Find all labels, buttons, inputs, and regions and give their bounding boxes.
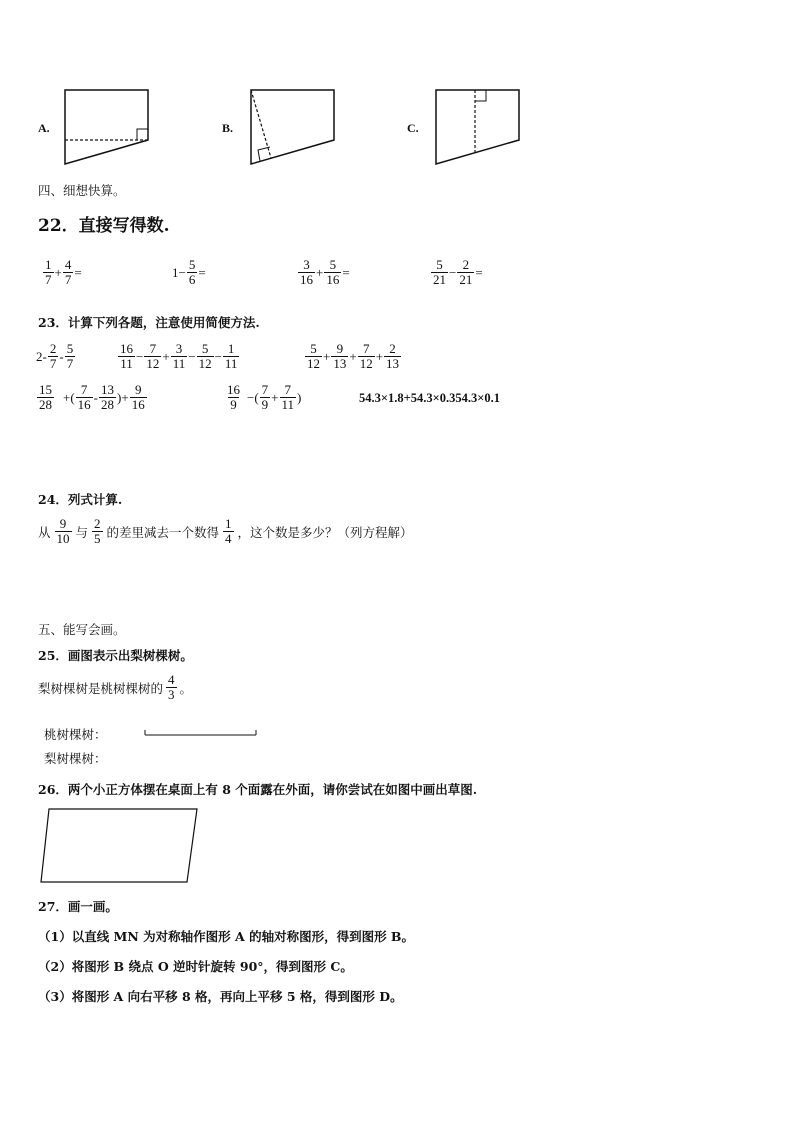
q25-title: 25．画图表示出梨树棵树。: [38, 648, 193, 663]
figure-b-label: B.: [222, 121, 234, 135]
section4-title: 四、细想快算。: [38, 183, 126, 198]
figure-b-trapezoid: [246, 88, 341, 168]
q22-expr-3: $\frac{3}{16}$ + $\frac{5}{16}$ =: [300, 257, 350, 287]
q22-expr-4: $\frac{5}{21}$ − $\frac{2}{21}$ =: [433, 257, 483, 287]
q27-title: 27．画一画。: [38, 899, 118, 914]
q23-expr-5: $\frac{16}{9}$ −( $\frac{7}{9}$ + $\frac{7}{11}$ ): [227, 382, 302, 412]
q22-expr-1: $\frac{1}{7}$ + $\frac{4}{7}$ =: [45, 257, 82, 287]
q23-title: 23．计算下列各题，注意使用简便方法.: [38, 315, 260, 330]
q23-expr-1: 2- $\frac{2}{7}$ - $\frac{5}{7}$: [36, 341, 74, 371]
q25-peach-label: 桃树棵树：: [44, 727, 107, 742]
q23-expr-2: $\frac{16}{11}$ − $\frac{7}{12}$ + $\frac{3}{11}$ − $\frac{5}{12}$ − $\frac{1}{11}$: [120, 341, 238, 371]
q23-expr-4: $\frac{15}{28}$ +( $\frac{7}{16}$ - $\frac{13}{28}$ )+ $\frac{9}{16}$: [39, 382, 145, 412]
q23-expr-6: 54.3×1.8+54.3×0.354.3×0.1: [359, 391, 500, 405]
figure-a-label: A.: [38, 121, 50, 135]
q27-item-1: （1）以直线 MN 为对称轴作图形 A 的轴对称图形，得到图形 B。: [38, 929, 414, 944]
figure-c-trapezoid: [431, 88, 526, 168]
section5-title: 五、能写会画。: [38, 622, 126, 637]
q22-expr-2: 1− $\frac{5}{6}$ =: [172, 257, 206, 287]
q22-title: 22．直接写得数.: [38, 216, 170, 236]
q26-parallelogram: [40, 808, 200, 884]
q25-statement: 梨树棵树是桃树棵树的 $\frac{4}{3}$ 。: [38, 672, 193, 702]
q25-pear-label: 梨树棵树：: [44, 751, 107, 766]
figure-c-label: C.: [407, 121, 419, 135]
q23-expr-3: $\frac{5}{12}$ + $\frac{9}{13}$ + $\frac{7}{12}$ + $\frac{2}{13}$: [307, 341, 400, 371]
q27-item-2: （2）将图形 B 绕点 O 逆时针旋转 90°，得到图形 C。: [38, 959, 353, 974]
q24-title: 24．列式计算.: [38, 492, 123, 507]
q24-question: 从 $\frac{9}{10}$ 与 $\frac{2}{5}$ 的差里减去一个数得 $\frac{1}{4}$ ，这个数是多少？（列方程解）: [38, 516, 413, 546]
figure-a-trapezoid: [60, 88, 155, 168]
q26-title: 26．两个小正方体摆在桌面上有 8 个面露在外面，请你尝试在如图中画出草图.: [38, 782, 478, 797]
q27-item-3: （3）将图形 A 向右平移 8 格，再向上平移 5 格，得到图形 D。: [38, 989, 403, 1004]
q25-peach-segment: [144, 728, 259, 738]
